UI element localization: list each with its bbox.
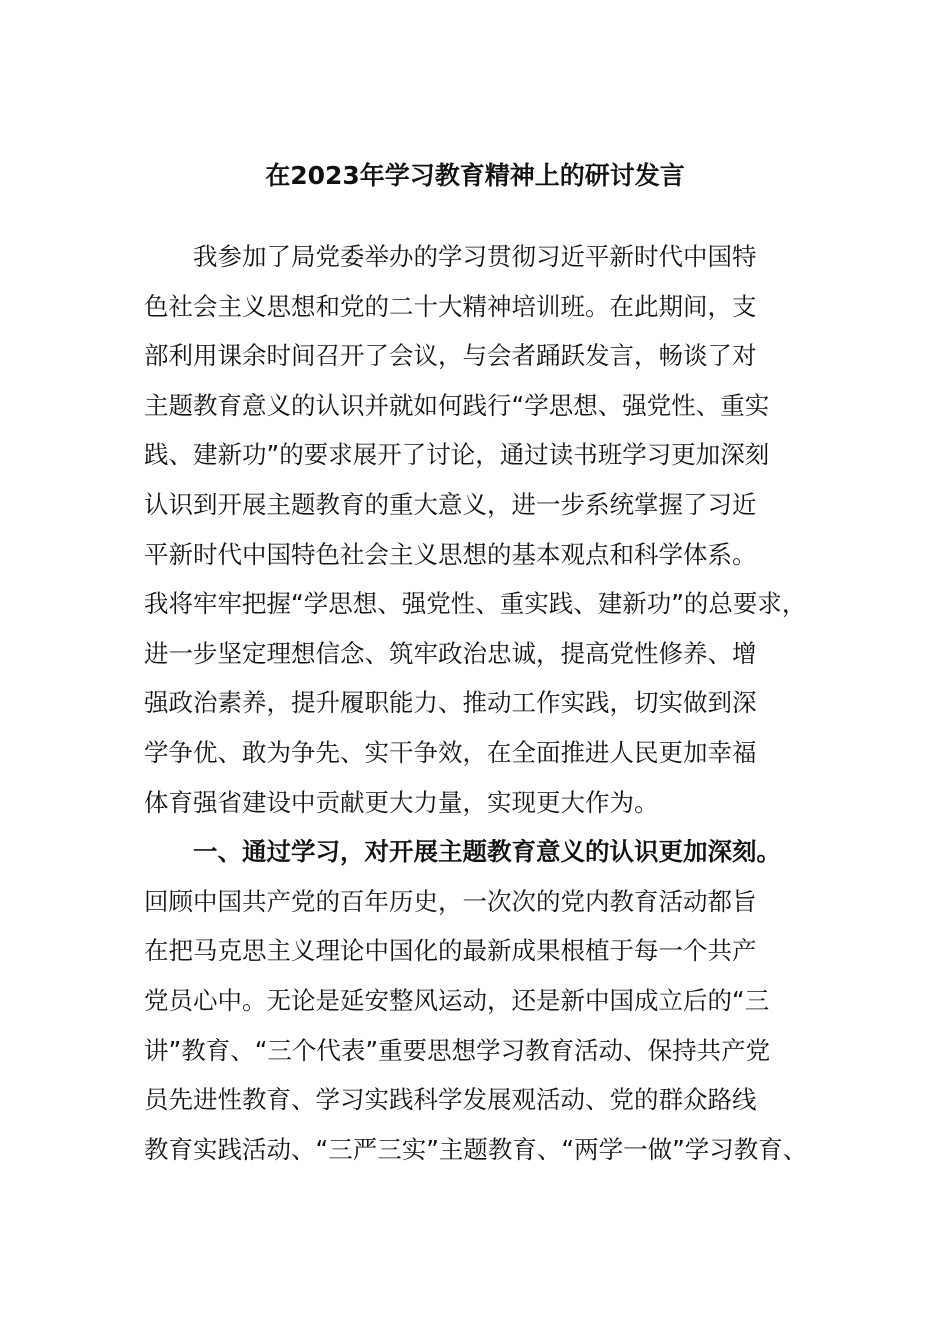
- section-heading: 一、通过学习，对开展主题教育意义的认识更加深刻。: [193, 837, 781, 867]
- paragraph-line: 践、建新功”的要求展开了讨论，通过读书班学习更加深刻: [144, 440, 770, 470]
- document-title: 在2023年学习教育精神上的研讨发言: [265, 161, 685, 190]
- paragraph-line: 部利用课余时间召开了会议，与会者踊跃发言，畅谈了对: [144, 341, 757, 371]
- paragraph-line: 我参加了局党委举办的学习贯彻习近平新时代中国特: [193, 242, 757, 271]
- paragraph-line: 学争优、敢为争先、实干争效，在全面推进人民更加幸福: [144, 737, 757, 767]
- paragraph-line: 党员心中。无论是延安整风运动，还是新中国成立后的“三: [144, 985, 770, 1015]
- paragraph-line: 进一步坚定理想信念、筑牢政治忠诚，提高党性修养、增: [144, 638, 757, 668]
- paragraph-line: 讲”教育、“三个代表”重要思想学习教育活动、保持共产党: [144, 1035, 771, 1065]
- paragraph-line: 教育实践活动、“三严三实”主题教育、“两学一做”学习教育、: [144, 1134, 808, 1164]
- document-body: [144, 232, 844, 1174]
- paragraph-line: 认识到开展主题教育的重大意义，进一步系统掌握了习近: [144, 489, 757, 519]
- paragraph-line: 我将牢牢把握“学思想、强党性、重实践、建新功”的总要求，: [144, 589, 807, 619]
- paragraph-line: 色社会主义思想和党的二十大精神培训班。在此期间，支: [144, 291, 757, 321]
- paragraph-line: 平新时代中国特色社会主义思想的基本观点和科学体系。: [144, 539, 757, 569]
- paragraph-line: 员先进性教育、学习实践科学发展观活动、党的群众路线: [144, 1085, 757, 1115]
- paragraph-line: 回顾中国共产党的百年历史，一次次的党内教育活动都旨: [144, 886, 757, 916]
- paragraph-line: 主题教育意义的认识并就如何践行“学思想、强党性、重实: [144, 390, 770, 420]
- paragraph-line: 体育强省建设中贡献更大力量，实现更大作为。: [144, 787, 659, 817]
- paragraph-line: 强政治素养，提升履职能力、推动工作实践，切实做到深: [144, 688, 757, 718]
- paragraph-line: 在把马克思主义理论中国化的最新成果根植于每一个共产: [144, 936, 757, 966]
